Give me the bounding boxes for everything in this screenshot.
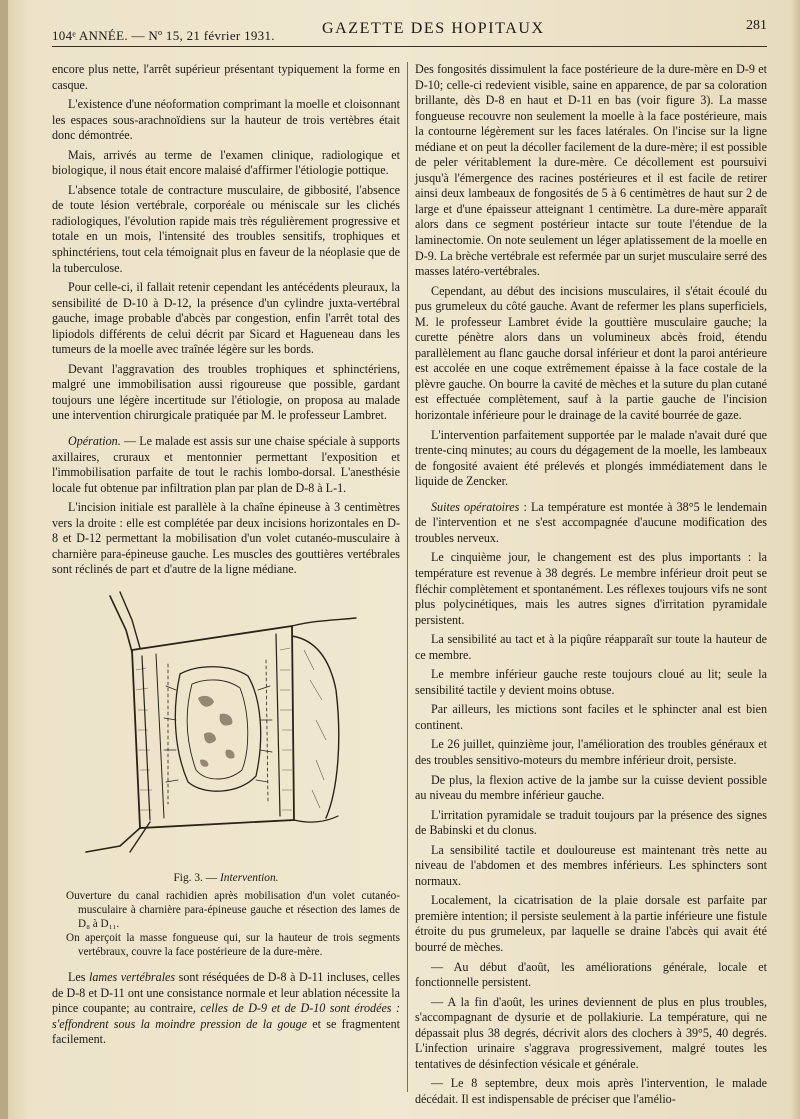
journal-title: GAZETTE DES HOPITAUX: [322, 20, 545, 37]
paragraph: — Au début d'août, les améliorations générale, locale et fonctionnelle persistent.: [415, 959, 767, 990]
paragraph: Le 26 juillet, quinzième jour, l'amélioration des troubles généraux et des troubles sensitivo-moteurs du membre inférieur droit, persiste.: [415, 737, 767, 767]
surgical-illustration: [80, 590, 380, 858]
suites-text: : La température est montée à 38°5 le lendemain de l'intervention et ne s'est accompagnée d'aucune modification des troubles nerveux.: [415, 499, 768, 545]
page-number: 281: [746, 18, 767, 33]
paragraph: L'absence totale de contracture musculaire, de gibbosité, l'absence de toute lésion vertébrale, corporéale ou méniscale sur les clichés radiologiques, l'évolution rapide mais très régulièrement progressive et totale en un mois, l'intensité des troubles sensitifs, trophiques et sphinctériens, tout cela témoignait plus en faveur de la néoplasie que de la tuberculose.: [52, 182, 400, 275]
paragraph: — Le 8 septembre, deux mois après l'intervention, le malade décédait. Il est indispensable de préciser que l'amélio-: [415, 1076, 767, 1106]
figure-title-italic: Intervention.: [220, 871, 279, 884]
paragraph: Le cinquième jour, le changement est des plus importants : la température est revenue à 38 degrés. Le membre inférieur droit peut se fléchir complètement et spontanément. Les réflexes toujours vifs ne sont plus polycinétiques, mais les autres signes d'irritation pyramidale persistent.: [415, 550, 767, 627]
paragraph: L'irritation pyramidale se traduit toujours par la présence des signes de Babinski et du clonus.: [415, 807, 767, 838]
paragraph: La sensibilité tactile et douloureuse est maintenant très nette au niveau de l'abdomen et des membres inférieurs. Les sphincters sont normaux.: [415, 842, 767, 888]
text-run: et se fragmentent facilement.: [52, 1016, 400, 1047]
paragraph: — A la fin d'août, les urines deviennent de plus en plus troubles, s'accompagnant de dysurie et de pollakiurie. La température, qui ne dépassait plus 38 degrés, décrivit alors des clochers à 39°5, 40 degrés. L'infection urinaire s'aggrava progressivement, malgré toutes les tentatives de désinfection vésicale et générale.: [415, 994, 767, 1071]
column-rule: [407, 62, 408, 1092]
caption-line: Ouverture du canal rachidien après mobilisation d'un volet cutanéo-musculaire à charnière para-épineuse gauche et résection des lames de D₈ à D₁₁.: [66, 890, 400, 930]
text-run-italic: lames vertébrales: [88, 970, 176, 985]
issue-info: 104ᵉ ANNÉE. — Nº 15, 21 février 1931.: [52, 28, 275, 43]
paragraph: Pour celle-ci, il fallait retenir cependant les antécédents pleuraux, la sensibilité de D-10 à D-12, la présence d'un cylindre juxta-vertébral gauche, image probable d'abcès par congestion, enfin l'arrêt total des lipiodols différents de celui décrit par Sicard et Hagueneau dans les tumeurs de la moelle avec traînée légère sur les bords.: [52, 280, 400, 357]
right-column: [415, 62, 767, 1111]
laminae-paragraph: [52, 970, 400, 1048]
figure-caption: [66, 890, 400, 960]
paragraph: Cependant, au début des incisions musculaires, il s'était écoulé du pus grumeleux du côté gauche. Avant de refermer les plans superficiels, M. le professeur Lambret évide la gouttière musculaire gauche; la curette pénètre alors dans un volumineux abcès froid, étendu parallèlement au flanc gauche dorsal inférieur et dont la paroi antérieure est accolée en une coque extrêmement épaisse à la face costale de la plèvre gauche. On bourre la cavité de mèches et la suture du plan cutané est effectuée complètement, sauf à la partie gauche de l'incision horizontale inférieure pour le drainage de la cavité bourrée de gaze.: [415, 283, 767, 423]
paragraph: La sensibilité au tact et à la piqûre réapparaît sur toute la hauteur de ce membre.: [415, 632, 767, 662]
paragraph: L'incision initiale est parallèle à la chaîne épineuse à 3 centimètres vers la droite : elle est complétée par deux incisions horizontales en D-8 et D-12 permettant la mobilisation d'un volet cutanéo-musculaire à charnière para-épineuse gauche. Les muscles des gouttières vertébrales sont réclinés de part et d'autre de la ligne médiane.: [52, 500, 400, 577]
paragraph: L'existence d'une néoformation comprimant la moelle et cloisonnant les espaces sous-arachnoïdiens sur la hauteur de trois vertèbres était donc démontrée.: [52, 97, 400, 143]
operation-paragraph: [52, 434, 400, 496]
paragraph: encore plus nette, l'arrêt supérieur présentant typiquement la forme en casque.: [52, 62, 400, 92]
paragraph: L'intervention parfaitement supportée par le malade n'avait duré que trente-cinq minutes; au cours du dégagement de la moelle, les lambeaux de fongosité avaient été prélevés et plongés immédiatement dans le liquide de Zencker.: [415, 427, 767, 489]
caption-line: On aperçoit la masse fongueuse qui, sur la hauteur de trois segments vertébraux, couvre la face postérieure de la dure-mère.: [66, 932, 400, 959]
operation-text: — Le malade est assis sur une chaise spéciale à supports axillaires, cruraux et mentonnier permettant l'exposition et l'immobilisation parfaite de tout le rachis lombo-dorsal. L'anesthésie locale fut obtenue par infiltration plan par plan de D-8 à L-1.: [52, 434, 400, 495]
figure-number: Fig. 3. —: [173, 871, 220, 884]
operation-label: Opération.: [68, 434, 121, 449]
paragraph: Devant l'aggravation des troubles trophiques et sphinctériens, malgré une immobilisation aussi rigoureuse que possible, gardant toujours une légère incertitude sur l'étiologie, on proposa au malade une intervention chirurgicale pratiquée par M. le professeur Lambret.: [52, 361, 400, 423]
paragraph: Mais, arrivés au terme de l'examen clinique, radiologique et biologique, il nous était encore malaisé d'affirmer l'étiologie pottique.: [52, 147, 400, 178]
paragraph: Le membre inférieur gauche reste toujours cloué au lit; seule la sensibilité tactile y devient moins obtuse.: [415, 667, 767, 697]
paragraph: Localement, la cicatrisation de la plaie dorsale est parfaite par première intention; il persiste seulement à la partie inférieure une fistule étroite du pus grumeleux, par laquelle se draine l'abcès qui avait été bourré de mèches.: [415, 893, 767, 954]
paragraph: Par ailleurs, les mictions sont faciles et le sphincter anal est bien continent.: [415, 702, 767, 732]
figure-title: [52, 871, 400, 887]
paragraph: Des fongosités dissimulent la face postérieure de la dure-mère en D-9 et D-10; celle-ci redevient visible, saine en apparence, de par sa coloration brillante, dès D-8 en haut et D-11 en bas (voir figure 3). La masse fongueuse recouvre non seulement la moelle à la face postérieure, mais la contourne légèrement sur les faces latérales. On l'incise sur la ligne médiane et on peut la décoller facilement de la dure-mère; il est possible de peler véritablement la dure-mère. Ce décollement est poursuivi jusqu'à l'émergence des racines postérieures et il est facile de retirer ainsi deux lambeaux de fongosités de 5 à 6 centimètres de haut sur 2 de large et d'une épaisseur atteignant 1 centimètre. La dure-mère apparaît alors dans ce segment postérieur intacte sur toute l'étendue de la laminectomie. On note seulement un léger aplatissement de la moelle en D-9. La brèche vertébrale est refermée par un surjet musculaire serré des masses latéro-vertébrales.: [415, 62, 767, 279]
running-header: [52, 18, 767, 47]
suites-paragraph: [415, 500, 767, 547]
paragraph: De plus, la flexion active de la jambe sur la cuisse devient possible au niveau du membre inférieur gauche.: [415, 772, 767, 803]
text-run: Les: [68, 970, 89, 985]
left-column: [52, 62, 400, 1052]
text-run: sont réséquées de D-8 à D-11 incluses, celles de D-8 et D-11 ont une consistance normale et leur ablation nécessite la pince coupante; au contraire,: [52, 970, 400, 1016]
text-run-italic: celles de D-9 et de D-10 sont érodées : s'effondrent sous la moindre pression de la gouge: [52, 1001, 400, 1031]
binding-edge: [0, 0, 8, 1119]
suites-label: Suites opératoires: [431, 499, 520, 514]
